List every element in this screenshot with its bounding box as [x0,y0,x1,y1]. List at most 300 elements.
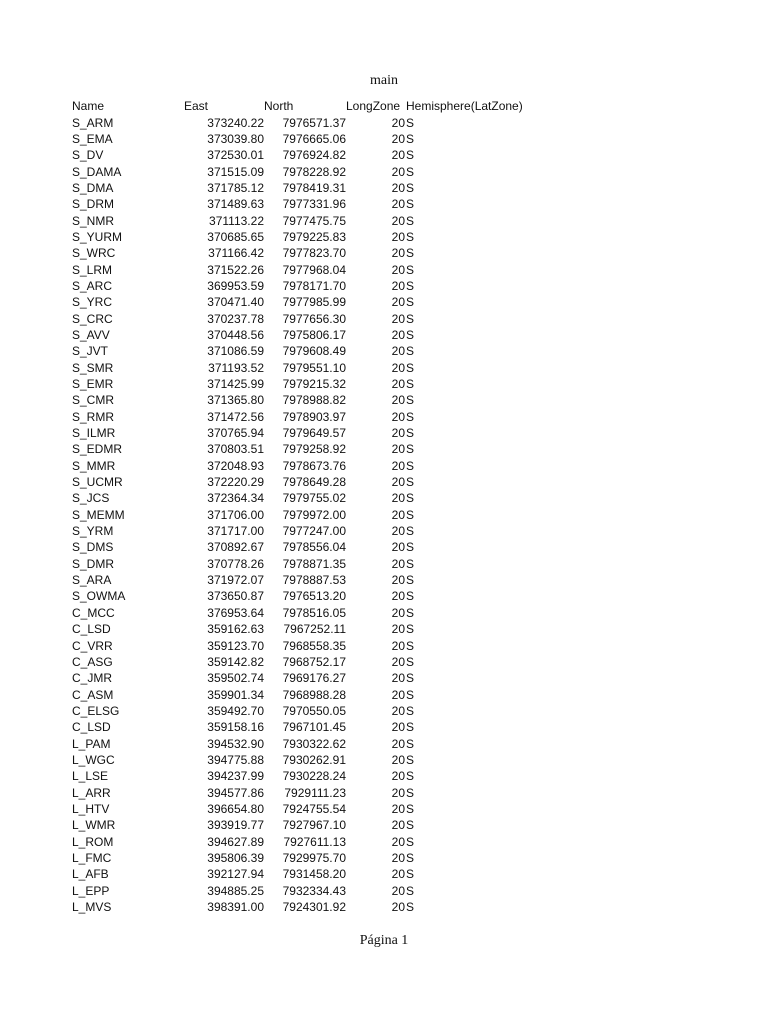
column-header-longzone: LongZone [346,99,401,114]
cell-east: 371785.12 [207,180,264,195]
cell-longzone: 20 [391,687,405,702]
cell-east: 369953.59 [207,278,264,293]
table-row [69,147,536,163]
coordinates-table [69,98,536,915]
cell-longzone: 20 [391,311,405,326]
cell-north: 7969176.27 [282,671,346,686]
table-row [69,229,536,245]
cell-north: 7976571.37 [282,115,346,130]
cell-east: 359502.74 [207,671,264,686]
cell-east: 372364.34 [207,491,264,506]
cell-hemisphere: S [406,475,415,490]
table-row [69,833,536,849]
cell-east: 371166.42 [208,246,264,261]
cell-name: L_ROM [72,834,114,849]
cell-east: 359162.63 [207,622,264,637]
cell-east: 359492.70 [207,703,264,718]
table-row [69,310,536,326]
cell-east: 359901.34 [207,687,264,702]
cell-hemisphere: S [406,736,415,751]
cell-longzone: 20 [391,491,405,506]
table-row [69,360,536,376]
table-row [69,703,536,719]
cell-hemisphere: S [406,703,415,718]
cell-longzone: 20 [391,850,405,865]
cell-east: 370765.94 [207,426,264,441]
cell-hemisphere: S [406,540,415,555]
cell-name: S_DV [72,148,104,163]
cell-north: 7978228.92 [282,164,346,179]
cell-east: 371425.99 [207,377,264,392]
page-footer-label: Página 1 [359,933,409,948]
cell-east: 394577.86 [207,785,264,800]
cell-longzone: 20 [391,262,405,277]
cell-north: 7977823.70 [282,246,346,261]
table-row [69,196,536,212]
cell-north: 7977247.00 [282,524,346,539]
cell-hemisphere: S [406,671,415,686]
table-row [69,212,536,228]
cell-longzone: 20 [391,736,405,751]
cell-east: 394532.90 [207,736,264,751]
table-row [69,474,536,490]
table-row [69,866,536,882]
cell-longzone: 20 [391,278,405,293]
cell-name: L_FMC [72,850,112,865]
cell-east: 371365.80 [207,393,264,408]
cell-longzone: 20 [391,246,405,261]
cell-longzone: 20 [391,638,405,653]
cell-name: S_YRC [72,295,113,310]
cell-north: 7930322.62 [282,736,346,751]
table-header [69,98,536,114]
cell-north: 7968558.35 [282,638,346,653]
cell-hemisphere: S [406,360,415,375]
cell-north: 7979608.49 [282,344,346,359]
cell-north: 7978649.28 [282,475,346,490]
cell-hemisphere: S [406,834,415,849]
cell-east: 372048.93 [207,458,264,473]
cell-east: 359142.82 [207,654,264,669]
cell-north: 7930262.91 [282,752,346,767]
cell-longzone: 20 [391,327,405,342]
cell-name: L_PAM [72,736,111,751]
cell-north: 7978673.76 [282,458,346,473]
table-row [69,294,536,310]
cell-name: S_RMR [72,409,115,424]
cell-longzone: 20 [391,785,405,800]
cell-north: 7979258.92 [282,442,346,457]
cell-east: 394627.89 [207,834,264,849]
cell-north: 7979551.10 [282,360,346,375]
cell-name: S_DAMA [72,164,122,179]
table-row [69,261,536,277]
table-row [69,801,536,817]
cell-hemisphere: S [406,556,415,571]
cell-east: 371086.59 [207,344,264,359]
table-row [69,784,536,800]
cell-hemisphere: S [406,131,415,146]
cell-name: S_DMA [72,180,114,195]
cell-name: S_NMR [72,213,115,228]
cell-longzone: 20 [391,605,405,620]
column-header-hemisphere: Hemisphere(LatZone) [406,99,523,114]
cell-longzone: 20 [391,720,405,735]
cell-name: S_DMS [72,540,114,555]
cell-north: 7979972.00 [282,507,346,522]
cell-name: S_MEMM [72,507,125,522]
cell-name: S_YRM [72,524,114,539]
cell-hemisphere: S [406,197,415,212]
cell-name: S_DMR [72,556,115,571]
cell-name: S_OWMA [72,589,126,604]
cell-hemisphere: S [406,720,415,735]
cell-longzone: 20 [391,426,405,441]
cell-hemisphere: S [406,818,415,833]
cell-hemisphere: S [406,458,415,473]
cell-longzone: 20 [391,360,405,375]
table-row [69,817,536,833]
cell-hemisphere: S [406,229,415,244]
table-row [69,114,536,130]
cell-hemisphere: S [406,883,415,898]
table-row [69,719,536,735]
table-row [69,768,536,784]
table-body [69,114,536,915]
table-row [69,278,536,294]
cell-longzone: 20 [391,622,405,637]
cell-east: 371522.26 [207,262,264,277]
cell-longzone: 20 [391,900,405,915]
cell-longzone: 20 [391,213,405,228]
cell-hemisphere: S [406,377,415,392]
table-row [69,883,536,899]
cell-hemisphere: S [406,344,415,359]
cell-longzone: 20 [391,409,405,424]
cell-longzone: 20 [391,703,405,718]
cell-hemisphere: S [406,900,415,915]
cell-hemisphere: S [406,605,415,620]
cell-name: S_LRM [72,262,113,277]
cell-north: 7977985.99 [282,295,346,310]
cell-north: 7979225.83 [282,229,346,244]
cell-north: 7967101.45 [282,720,346,735]
cell-name: S_EMA [72,131,113,146]
cell-longzone: 20 [391,295,405,310]
table-row [69,752,536,768]
table-row [69,458,536,474]
table-row [69,670,536,686]
table-row [69,343,536,359]
cell-east: 394237.99 [207,769,264,784]
cell-longzone: 20 [391,769,405,784]
cell-hemisphere: S [406,409,415,424]
cell-name: S_JVT [72,344,109,359]
cell-name: C_MCC [72,605,115,620]
cell-hemisphere: S [406,507,415,522]
cell-hemisphere: S [406,524,415,539]
cell-north: 7978171.70 [282,278,346,293]
cell-north: 7978516.05 [282,605,346,620]
table-row [69,327,536,343]
cell-east: 371515.09 [207,164,264,179]
cell-east: 370471.40 [207,295,264,310]
table-row [69,572,536,588]
cell-hemisphere: S [406,752,415,767]
cell-hemisphere: S [406,148,415,163]
cell-east: 359123.70 [207,638,264,653]
table-row [69,556,536,572]
cell-east: 371717.00 [207,524,264,539]
cell-north: 7978871.35 [282,556,346,571]
cell-east: 373650.87 [207,589,264,604]
cell-east: 376953.64 [207,605,264,620]
cell-north: 7979755.02 [282,491,346,506]
cell-name: C_VRR [72,638,113,653]
cell-longzone: 20 [391,180,405,195]
cell-name: S_EMR [72,377,114,392]
cell-longzone: 20 [391,393,405,408]
cell-north: 7977331.96 [282,197,346,212]
cell-east: 371489.63 [207,197,264,212]
cell-name: S_ILMR [72,426,116,441]
cell-name: C_ELSG [72,703,120,718]
cell-longzone: 20 [391,867,405,882]
cell-north: 7924755.54 [282,801,346,816]
cell-longzone: 20 [391,556,405,571]
cell-north: 7968752.17 [282,654,346,669]
cell-hemisphere: S [406,638,415,653]
cell-longzone: 20 [391,377,405,392]
cell-east: 394775.88 [207,752,264,767]
table-row [69,621,536,637]
cell-north: 7927967.10 [282,818,346,833]
cell-east: 396654.80 [207,801,264,816]
cell-hemisphere: S [406,164,415,179]
cell-east: 372530.01 [207,148,264,163]
cell-east: 371193.52 [208,360,264,375]
table-row [69,850,536,866]
cell-name: C_JMR [72,671,113,686]
cell-longzone: 20 [391,589,405,604]
cell-east: 372220.29 [207,475,264,490]
cell-longzone: 20 [391,442,405,457]
cell-name: L_HTV [72,801,110,816]
cell-north: 7929111.23 [284,785,346,800]
table-row [69,392,536,408]
cell-east: 370803.51 [207,442,264,457]
cell-longzone: 20 [391,573,405,588]
cell-north: 7929975.70 [282,850,346,865]
cell-name: L_WMR [72,818,116,833]
cell-east: 395806.39 [207,850,264,865]
cell-hemisphere: S [406,115,415,130]
cell-name: S_ARM [72,115,114,130]
cell-north: 7979215.32 [282,377,346,392]
table-row [69,605,536,621]
table-row [69,539,536,555]
cell-longzone: 20 [391,131,405,146]
cell-name: L_MVS [72,900,112,915]
cell-east: 370778.26 [207,556,264,571]
cell-hemisphere: S [406,442,415,457]
cell-north: 7970550.05 [282,703,346,718]
cell-longzone: 20 [391,148,405,163]
cell-east: 370448.56 [207,327,264,342]
cell-hemisphere: S [406,311,415,326]
cell-hemisphere: S [406,295,415,310]
cell-east: 398391.00 [207,900,264,915]
cell-hemisphere: S [406,850,415,865]
table-row [69,523,536,539]
cell-longzone: 20 [391,507,405,522]
cell-longzone: 20 [391,654,405,669]
table-row [69,376,536,392]
cell-north: 7979649.57 [282,426,346,441]
cell-hemisphere: S [406,654,415,669]
cell-name: C_LSD [72,622,111,637]
table-row [69,637,536,653]
cell-longzone: 20 [391,801,405,816]
cell-name: S_ARA [72,573,112,588]
cell-name: S_EDMR [72,442,123,457]
cell-east: 370685.65 [207,229,264,244]
cell-longzone: 20 [391,115,405,130]
cell-name: S_WRC [72,246,116,261]
cell-north: 7924301.92 [282,900,346,915]
table-row [69,654,536,670]
table-row [69,735,536,751]
cell-name: C_ASG [72,654,113,669]
cell-hemisphere: S [406,589,415,604]
cell-east: 393919.77 [207,818,264,833]
cell-name: S_UCMR [72,475,123,490]
table-row [69,588,536,604]
table-row [69,180,536,196]
table-row [69,507,536,523]
cell-north: 7968988.28 [282,687,346,702]
cell-north: 7978988.82 [282,393,346,408]
cell-east: 371472.56 [207,409,264,424]
cell-hemisphere: S [406,573,415,588]
cell-north: 7932334.43 [282,883,346,898]
table-row [69,409,536,425]
cell-name: L_AFB [72,867,109,882]
cell-longzone: 20 [391,475,405,490]
cell-north: 7978903.97 [282,409,346,424]
table-row [69,131,536,147]
cell-longzone: 20 [391,671,405,686]
cell-hemisphere: S [406,622,415,637]
cell-north: 7976513.20 [282,589,346,604]
cell-east: 370892.67 [207,540,264,555]
cell-longzone: 20 [391,164,405,179]
cell-hemisphere: S [406,801,415,816]
table-header-row [69,98,536,114]
cell-east: 371706.00 [207,507,264,522]
cell-longzone: 20 [391,818,405,833]
cell-name: S_CRC [72,311,113,326]
cell-hemisphere: S [406,426,415,441]
cell-hemisphere: S [406,785,415,800]
page-header-title: main [370,73,398,88]
table-row [69,425,536,441]
cell-hemisphere: S [406,278,415,293]
cell-north: 7978556.04 [282,540,346,555]
cell-longzone: 20 [391,883,405,898]
cell-longzone: 20 [391,834,405,849]
cell-east: 371113.22 [209,213,264,228]
cell-north: 7976665.06 [282,131,346,146]
cell-east: 371972.07 [207,573,264,588]
cell-east: 373039.80 [207,131,264,146]
cell-name: S_SMR [72,360,114,375]
table-row [69,686,536,702]
cell-hemisphere: S [406,213,415,228]
cell-north: 7967252.11 [283,622,346,637]
cell-hemisphere: S [406,491,415,506]
cell-longzone: 20 [391,540,405,555]
cell-north: 7977656.30 [282,311,346,326]
table-row [69,490,536,506]
cell-east: 359158.16 [207,720,264,735]
cell-hemisphere: S [406,393,415,408]
cell-hemisphere: S [406,687,415,702]
table-row [69,245,536,261]
cell-north: 7927611.13 [283,834,346,849]
cell-north: 7930228.24 [282,769,346,784]
cell-name: L_ARR [72,785,111,800]
cell-longzone: 20 [391,344,405,359]
table-row [69,899,536,915]
cell-north: 7975806.17 [282,327,346,342]
cell-longzone: 20 [391,229,405,244]
table-row [69,441,536,457]
cell-name: C_LSD [72,720,111,735]
cell-hemisphere: S [406,262,415,277]
cell-longzone: 20 [391,524,405,539]
cell-north: 7976924.82 [282,148,346,163]
cell-hemisphere: S [406,867,415,882]
column-header-north: North [264,99,294,114]
cell-name: S_MMR [72,458,116,473]
cell-north: 7931458.20 [282,867,346,882]
column-header-east: East [184,99,209,114]
cell-north: 7978887.53 [282,573,346,588]
cell-east: 392127.94 [207,867,264,882]
table-row [69,163,536,179]
cell-east: 373240.22 [207,115,264,130]
cell-north: 7978419.31 [282,180,346,195]
cell-north: 7977968.04 [282,262,346,277]
cell-name: C_ASM [72,687,114,702]
cell-name: S_CMR [72,393,115,408]
cell-north: 7977475.75 [282,213,346,228]
cell-east: 370237.78 [207,311,264,326]
cell-longzone: 20 [391,458,405,473]
cell-longzone: 20 [391,752,405,767]
cell-name: S_AVV [72,327,110,342]
cell-east: 394885.25 [207,883,264,898]
cell-name: S_DRM [72,197,115,212]
cell-hemisphere: S [406,180,415,195]
cell-hemisphere: S [406,246,415,261]
cell-name: S_YURM [72,229,123,244]
column-header-name: Name [72,99,105,114]
cell-longzone: 20 [391,197,405,212]
cell-name: S_JCS [72,491,110,506]
cell-hemisphere: S [406,327,415,342]
